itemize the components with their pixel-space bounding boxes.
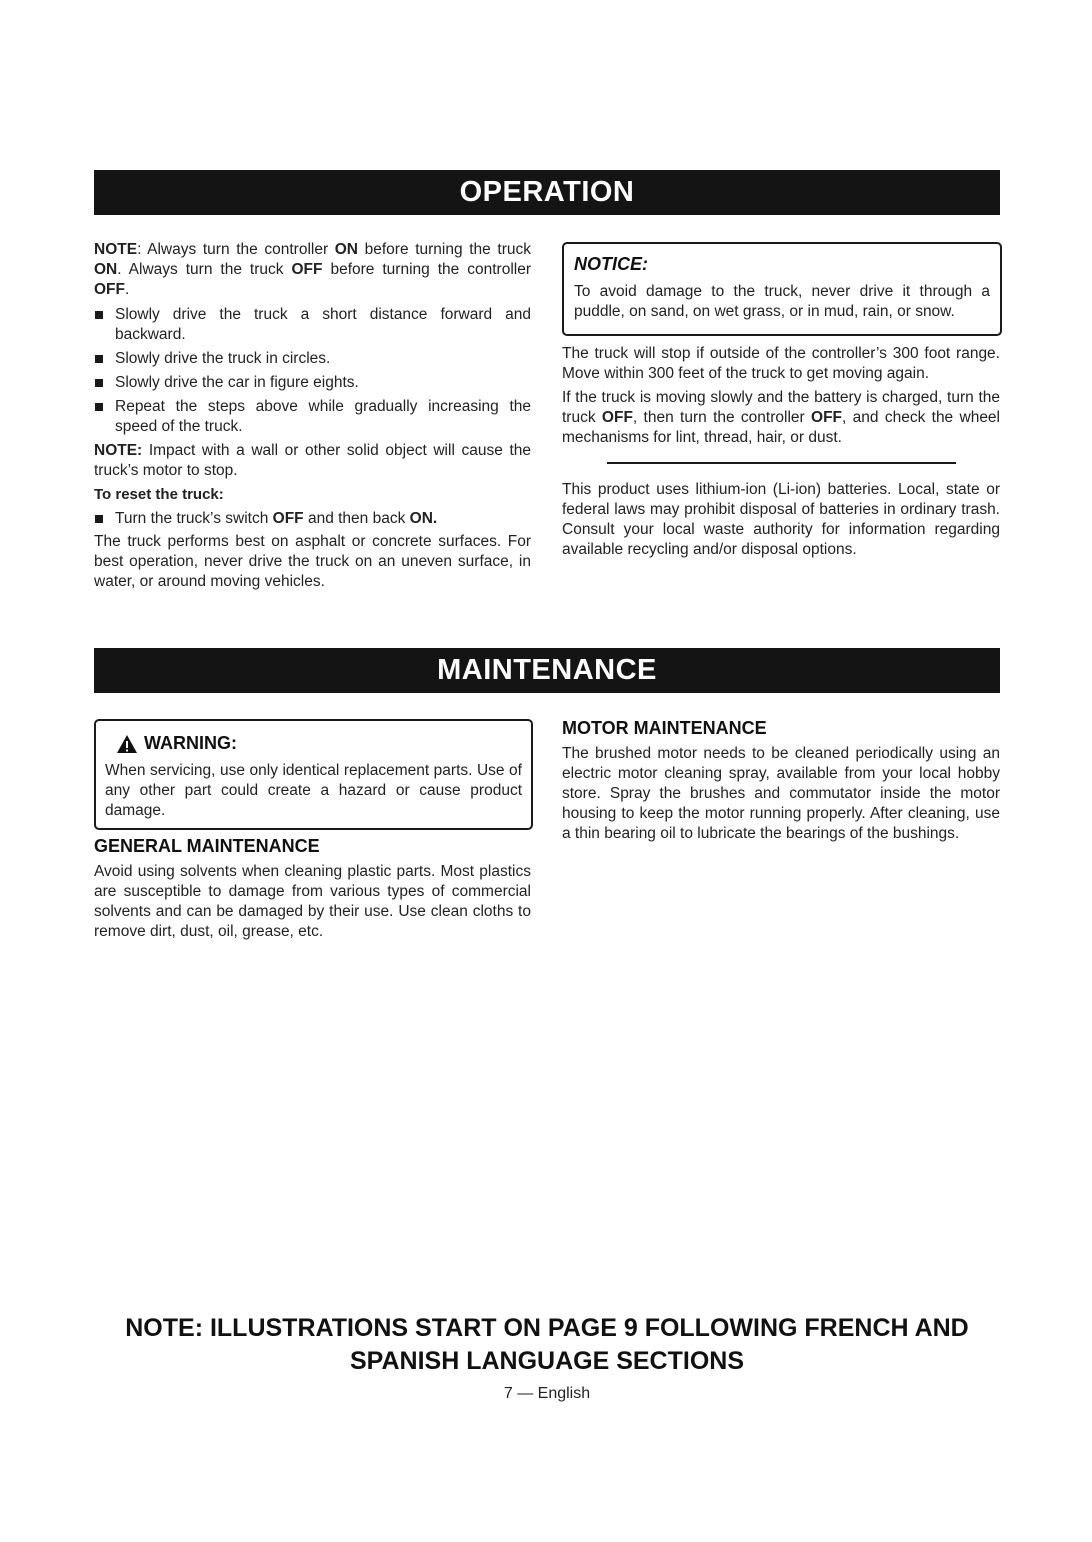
warning-title: WARNING:	[144, 733, 237, 753]
surface-paragraph: The truck performs best on asphalt or concrete surfaces. For best operation, never drive the truck on an uneven surface, in water, or around moving vehicles.	[94, 533, 531, 590]
battery-column	[562, 480, 1000, 560]
general-maintenance-section	[94, 836, 531, 942]
motor-maintenance-heading: MOTOR MAINTENANCE	[562, 718, 767, 738]
bullet-square-icon	[95, 355, 103, 363]
bullet-figure-eights: Slowly drive the car in figure eights.	[94, 373, 531, 393]
warning-text: When servicing, use only identical replacement parts. Use of any other part could create a hazard or cause product damage.	[105, 762, 522, 819]
range-paragraph: The truck will stop if outside of the controller’s 300 foot range. Move within 300 feet of the truck to get moving again.	[562, 345, 1000, 382]
maintenance-title: MAINTENANCE	[437, 654, 657, 686]
bullet-square-icon	[95, 311, 103, 319]
illustrations-note	[94, 1312, 1000, 1378]
illustrations-note-line1: NOTE: ILLUSTRATIONS START ON PAGE 9 FOLLOWING FRENCH AND	[125, 1314, 969, 1342]
bullet-circles: Slowly drive the truck in circles.	[94, 349, 531, 369]
bullet-square-icon	[95, 403, 103, 411]
battery-paragraph: This product uses lithium-ion (Li-ion) batteries. Local, state or federal laws may prohibit disposal of batteries in ordinary trash. Consult your local waste authority for information regarding available recycling and/or disposal options.	[562, 481, 1000, 558]
warning-box	[94, 719, 533, 830]
page-number: 7 — English	[503, 1385, 591, 1402]
reset-heading: To reset the truck:	[94, 486, 224, 503]
bullet-square-icon	[95, 515, 103, 523]
general-maintenance-text: Avoid using solvents when cleaning plastic parts. Most plastics are susceptible to damage from various types of commercial solvents and can be damaged by their use. Use clean cloths to remove dirt, dust, oil, grease, etc.	[94, 863, 531, 940]
warning-triangle-icon	[116, 734, 138, 754]
notice-box	[562, 242, 1002, 336]
motor-maintenance-text: The brushed motor needs to be cleaned periodically using an electric motor cleaning spray, available from your local hobby store. Spray the brushes and commutator inside the motor housing to keep the motor running properly. After cleaning, use a thin bearing oil to lubricate the bearings of the bushings.	[562, 745, 1000, 842]
motor-maintenance-section	[562, 718, 1000, 844]
bullet-increase-speed: Repeat the steps above while gradually increasing the speed of the truck.	[94, 397, 531, 437]
bullet-reset-switch: Turn the truck’s switch OFF and then back ON.	[94, 509, 531, 529]
operation-title: OPERATION	[459, 176, 635, 208]
notice-title: NOTICE:	[574, 254, 648, 274]
general-maintenance-heading: GENERAL MAINTENANCE	[94, 836, 320, 856]
operation-banner	[94, 170, 1000, 215]
operation-right-column	[562, 344, 1000, 448]
note-controller-order: NOTE: Always turn the controller ON before turning the truck ON. Always turn the truck OFF before turning the controller OFF.	[94, 241, 531, 298]
notice-text: To avoid damage to the truck, never drive it through a puddle, on sand, on wet grass, or in mud, rain, or snow.	[574, 283, 990, 320]
bullet-square-icon	[95, 379, 103, 387]
bullet-forward-backward: Slowly drive the truck a short distance forward and backward.	[94, 305, 531, 345]
note-impact: NOTE: Impact with a wall or other solid object will cause the truck’s motor to stop.	[94, 442, 531, 479]
illustrations-note-line2: SPANISH LANGUAGE SECTIONS	[349, 1347, 745, 1375]
warning-header	[116, 733, 237, 754]
maintenance-banner	[94, 648, 1000, 693]
slow-truck-paragraph: If the truck is moving slowly and the battery is charged, turn the truck OFF, then turn the controller OFF, and check the wheel mechanisms for lint, thread, hair, or dust.	[562, 389, 1001, 446]
operation-left-column	[94, 240, 531, 592]
section-divider	[607, 462, 956, 464]
